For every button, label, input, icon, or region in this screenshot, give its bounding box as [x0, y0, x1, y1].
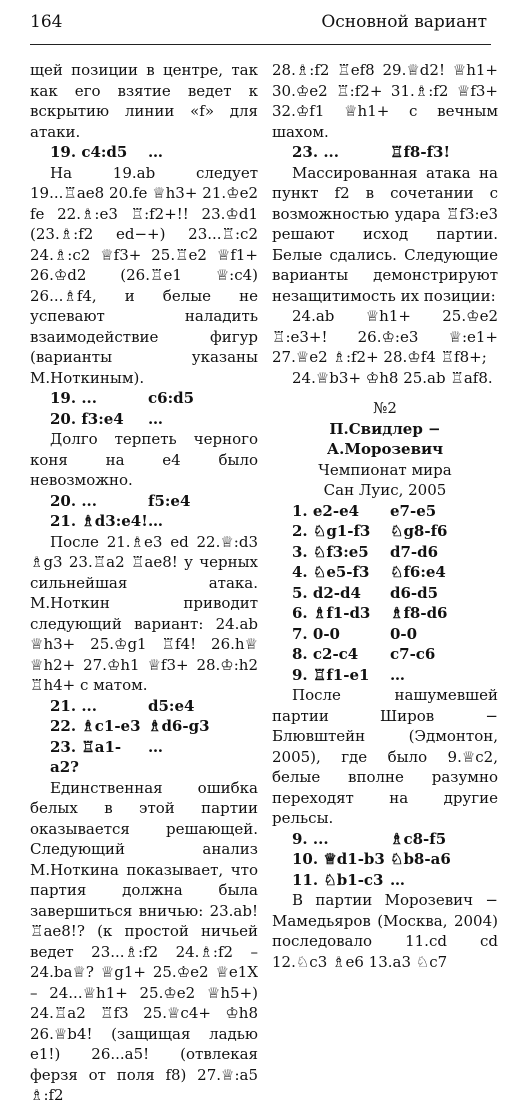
- move-line: [30, 388, 258, 409]
- black-move: …: [148, 512, 163, 530]
- white-move: 3. ♘f3:e5: [292, 542, 369, 561]
- page-number: 164: [30, 12, 63, 32]
- black-move: …: [148, 409, 163, 428]
- white-move: 23. ♖a1-a2?: [50, 737, 122, 776]
- move-line: [30, 737, 258, 778]
- move-line: [30, 491, 258, 512]
- black-move: ♗d6-g3: [148, 717, 210, 735]
- move-line: [30, 696, 258, 717]
- running-title: Основной вариант: [321, 12, 487, 32]
- move-line: [272, 562, 498, 583]
- paragraph: щей позиции в центре, так как его взятие ведет к вскрытию линии «f» для атаки.: [30, 61, 258, 141]
- black-move: d7-d6: [390, 542, 439, 561]
- black-move: 0-0: [390, 624, 418, 643]
- black-move: …: [390, 665, 405, 684]
- white-move: 6. ♗f1-d3: [292, 604, 371, 622]
- white-move: 23. ...: [292, 143, 339, 161]
- white-move: 11. ♘b1-c3: [292, 870, 384, 889]
- paragraph: После нашумевшей партии Широв − Блювштейн (Эдмонтон, 2005), где было 9.♕c2, белые вполне разумно переходят на другие рельсы.: [272, 686, 498, 827]
- move-line: [272, 870, 498, 891]
- black-move: d5:e4: [148, 696, 195, 715]
- black-move: ♘f6:e4: [390, 563, 446, 581]
- move-line: [30, 409, 258, 430]
- white-move: 19. ...: [50, 389, 97, 407]
- white-move: 8. c2-c4: [292, 645, 359, 663]
- white-move: 22. ♗c1-e3: [50, 717, 141, 735]
- white-move: 4. ♘e5-f3: [292, 563, 370, 581]
- paragraph: Долго терпеть черного коня на e4 было невозможно.: [30, 430, 258, 489]
- move-line: [30, 716, 258, 737]
- game-number: №2: [373, 399, 397, 417]
- black-move: ♘b8-a6: [390, 850, 451, 868]
- black-move: ♗f8-d6: [390, 604, 448, 622]
- white-move: 20. ...: [50, 491, 97, 510]
- left-column: [30, 60, 258, 1106]
- black-move: ♖f8-f3!: [390, 143, 451, 161]
- move-line: [272, 142, 498, 163]
- paragraph: На 19.ab следует 19...♖ae8 20.fe ♕h3+ 21.♔e2 fe 22.♗:e3 ♖:f2+!! 23.♔d1 (23.♗:f2 ed−+) 23...♖:c2 24.♗:c2 ♕f3+ 25.♖e2 ♕f1+ 26.♔d2 (26.♖e1 ♕:c4) 26...♗f4, и белые не успевают наладить взаимодействие фигур (варианты указаны М.Ноткиным).: [30, 163, 258, 387]
- white-move: 19. c4:d5: [50, 143, 128, 161]
- paragraph: 24.♕b3+ ♔h8 25.ab ♖af8.: [292, 368, 493, 387]
- black-move: …: [390, 870, 405, 889]
- move-line: [30, 142, 258, 163]
- white-move: 7. 0-0: [292, 624, 340, 643]
- header-rule: [30, 44, 491, 45]
- paragraph: В партии Морозевич − Мамедьяров (Москва, 2004) последовало 11.cd cd 12.♘c3 ♗e6 13.a3 ♘c7: [272, 891, 498, 971]
- black-move: e7-e5: [390, 501, 437, 520]
- white-move: 21. ...: [50, 696, 97, 715]
- paragraph: Единственная ошибка белых в этой партии оказывается решающей. Следующий анализ М.Ноткина показывает, что партия должна была завершиться вничью: 23.ab! ♖ae8!? (к простой ничьей ведет 23...♗:f2 24.♗:f2 – 24.ba♕? ♕g1+ 25.♔e2 ♕e1X – 24...♕h1+ 25.♔e2 ♕h5+) 24.♖a2 ♖f3 25.♕c4+ ♔h8 26.♕b4! (защищая ладью e1!) 26...a5! (отвлекая ферзя от поля f8) 27.♕:a5 ♗:f2: [30, 778, 258, 1104]
- white-move: 9. ♖f1-e1: [292, 665, 370, 684]
- move-line: [272, 501, 498, 522]
- move-line: [272, 583, 498, 604]
- white-move: 21. ♗d3:e4!: [50, 512, 148, 530]
- white-move: 10. ♕d1-b3: [292, 850, 385, 868]
- white-move: 1. e2-e4: [292, 501, 360, 520]
- black-move: …: [148, 143, 163, 161]
- black-move: d6-d5: [390, 583, 439, 602]
- white-move: 9. ...: [292, 829, 329, 848]
- white-move: 20. f3:e4: [50, 409, 124, 428]
- move-line: [272, 665, 498, 686]
- paragraph: 24.ab ♕h1+ 25.♔e2 ♖:e3+! 26.♔:e3 ♕:e1+ 27.♕e2 ♗:f2+ 28.♔f4 ♖f8+;: [272, 307, 498, 366]
- spacer: [272, 388, 498, 398]
- move-line: [272, 521, 498, 542]
- black-move: c6:d5: [148, 389, 195, 407]
- move-line: [272, 644, 498, 665]
- black-move: …: [148, 737, 163, 756]
- game-place: Сан Луис, 2005: [323, 481, 447, 499]
- black-move: f5:e4: [148, 491, 191, 510]
- move-line: [30, 511, 258, 532]
- paragraph: 28.♗:f2 ♖ef8 29.♕d2! ♕h1+ 30.♔e2 ♖:f2+ 31.♗:f2 ♕f3+ 32.♔f1 ♕h1+ с вечным шахом.: [272, 61, 498, 141]
- paragraph: Массированная атака на пункт f2 в сочетании с возможностью удара ♖f3:e3 решают исход партии. Белые сдались. Следующие варианты демонстрируют незащитимость их позиции:: [272, 163, 498, 305]
- game-players: П.Свидлер − А.Морозевич: [326, 419, 444, 458]
- white-move: 2. ♘g1-f3: [292, 522, 371, 540]
- move-line: [272, 624, 498, 645]
- move-line: [272, 603, 498, 624]
- black-move: c7-c6: [390, 645, 436, 663]
- right-column: [272, 60, 498, 972]
- white-move: 5. d2-d4: [292, 583, 361, 602]
- move-line: [272, 542, 498, 563]
- game-event: Чемпионат мира: [318, 460, 452, 479]
- move-line: [272, 829, 498, 850]
- paragraph: После 21.♗e3 ed 22.♕:d3 ♗g3 23.♖a2 ♖ae8! у черных сильнейшая атака. М.Ноткин приводит следующий вариант: 24.ab ♕h3+ 25.♔g1 ♖f4! 26.h♕ ♕h2+ 27.♔h1 ♕f3+ 28.♔:h2 ♖h4+ с матом.: [30, 532, 258, 694]
- move-line: [272, 849, 498, 870]
- black-move: ♗c8-f5: [390, 829, 447, 848]
- black-move: ♘g8-f6: [390, 522, 448, 540]
